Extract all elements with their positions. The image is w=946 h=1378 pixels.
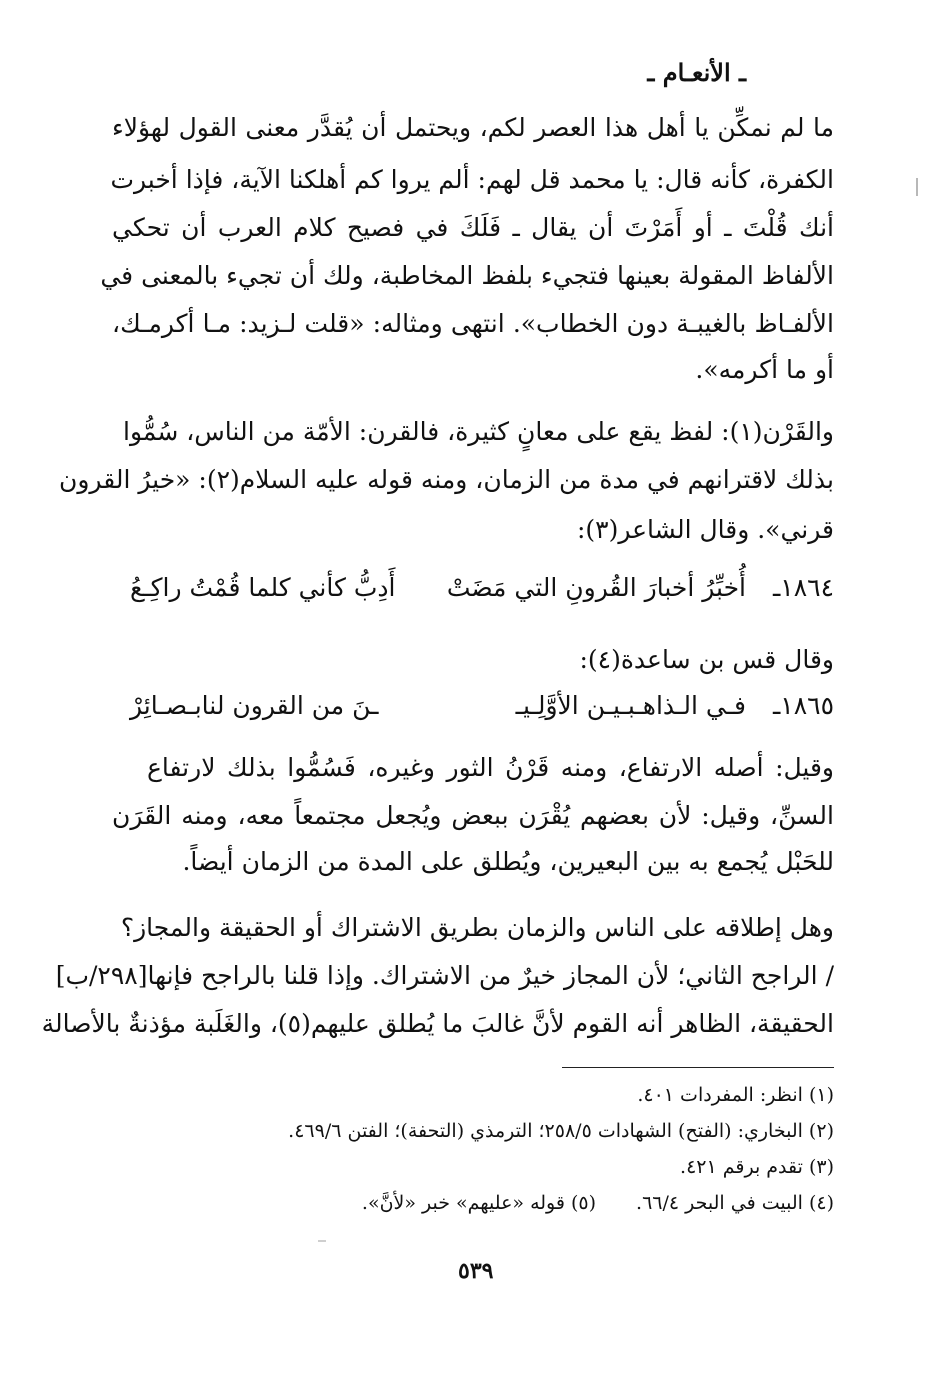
footnote: (٣) تقدم برقم ٤٢١. (680, 1156, 834, 1178)
body-line: بذلك لاقترانهم في مدة من الزمان، ومنه قوله عليه السلام(٢): «خيرُ القرون (59, 465, 834, 494)
verse-second-hemistich: ـنَ من القرون لنابـصـائِرْ (130, 691, 379, 720)
scan-speck (318, 1240, 326, 1242)
footnote-separator (562, 1067, 834, 1068)
body-line: أنك قُلْتَ ـ أو أَمَرْتَ أن يقال ـ فَلَكَ في فصيح كلام العرب أن تحكي (112, 213, 834, 242)
verse-number: ١٨٦٤ـ (772, 573, 834, 602)
body-line: الكفرة، كأنه قال: يا محمد قل لهم: ألم يروا كم أهلكنا الآية، فإذا أخبرت (110, 165, 834, 194)
verse-first-hemistich: فـي الـذاهـبـيـن الأوَّلِـيـ (515, 691, 746, 720)
page-number: ٥٣٩ (458, 1258, 494, 1284)
body-line: / الراجح الثاني؛ لأن المجاز خيرٌ من الاشتراك. وإذا قلنا بالراجح فإنها[٢٩٨/ب] (55, 961, 834, 990)
body-line: الألفاظ المقولة بعينها فتجيء بلفظ المخاطبة، ولك أن تجيء بالمعنى في (100, 261, 834, 290)
body-line: الحقيقة، الظاهر أنه القوم لأنَّ غالبَ ما يُطلق عليهم(٥)، والغَلَبة مؤذنةٌ بالأصالة (41, 1009, 834, 1038)
body-line: أو ما أكرمه». (695, 355, 834, 384)
body-line: ما لم نمكِّن يا أهل هذا العصر لكم، ويحتمل أن يُقدَّر معنى القول لهؤلاء (112, 113, 834, 142)
verse-first-hemistich: أُخبِّرُ أخبارَ القُرونِ التي مَضَتْ (446, 573, 746, 602)
body-line: قرني». وقال الشاعر(٣): (576, 515, 834, 544)
body-line: وقال قس بن ساعدة(٤): (579, 645, 834, 674)
footnote: (٢) البخاري: (الفتح) الشهادات ٢٥٨/٥؛ الترمذي (التحفة)؛ الفتن ٤٦٩/٦. (288, 1120, 834, 1142)
verse-number: ١٨٦٥ـ (772, 691, 834, 720)
body-line: الألفـاظ بالغيبـة دون الخطاب». انتهى ومثاله: «قلت لـزيد: مـا أكرمـك، (112, 309, 834, 338)
body-line: السنِّ، وقيل: لأن بعضهم يُقْرَن ببعض ويُجعل مجتمعاً معه، ومنه القَرَن (112, 801, 834, 830)
body-line: للحَبْل يُجمع به بين البعيرين، ويُطلق على المدة من الزمان أيضاً. (182, 847, 834, 876)
footnote: (١) انظر: المفردات ٤٠١. (637, 1084, 834, 1106)
scan-mark (916, 178, 918, 196)
body-line: وهل إطلاقه على الناس والزمان بطريق الاشتراك أو الحقيقة والمجاز؟ (120, 913, 834, 942)
running-header: ـ الأنعـام ـ (647, 58, 746, 87)
verse-second-hemistich: أَدِبُّ كأني كلما قُمْتُ راكِـعُ (130, 573, 396, 602)
footnote: (٤) البيت في البحر ٦٦/٤. (636, 1192, 834, 1214)
body-line: وقيل: أصله الارتفاع، ومنه قَرْنُ الثور وغيره، فَسُمُّوا بذلك لارتفاع (147, 753, 834, 782)
footnote: (٥) قوله «عليهم» خبر «لأنَّ». (361, 1192, 597, 1214)
body-line: والقَرْن(١): لفظ يقع على معانٍ كثيرة، فالقرن: الأمّة من الناس، سُمُّوا (123, 417, 834, 446)
footnote-row (362, 1190, 834, 1216)
